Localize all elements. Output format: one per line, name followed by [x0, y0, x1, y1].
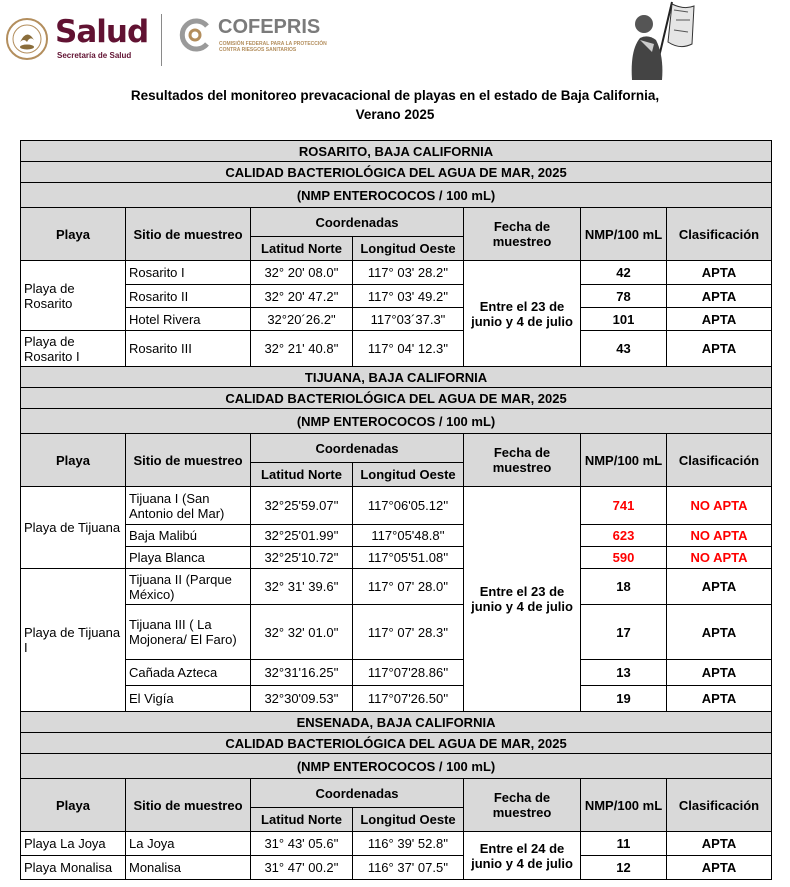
header-latitud: Latitud Norte — [251, 808, 353, 832]
nmp-value-cell: 623 — [581, 525, 667, 547]
longitud-cell: 116° 39' 52.8'' — [353, 832, 464, 856]
clasificacion-cell: APTA — [667, 605, 772, 660]
nmp-value-cell: 590 — [581, 547, 667, 569]
longitud-cell: 117° 03' 28.2'' — [353, 261, 464, 285]
fecha-cell: Entre el 24 de junio y 4 de julio — [464, 832, 581, 880]
header-coordenadas: Coordenadas — [251, 779, 464, 808]
clasificacion-cell: APTA — [667, 686, 772, 712]
page-header — [0, 0, 790, 80]
sitio-cell: Playa Blanca — [126, 547, 251, 569]
header-divider — [161, 14, 162, 66]
longitud-cell: 117°03´37.3" — [353, 308, 464, 331]
latitud-cell: 32°31'16.25'' — [251, 660, 353, 686]
clasificacion-cell: APTA — [667, 832, 772, 856]
header-fecha: Fecha de muestreo — [464, 208, 581, 261]
flag-bearer-illustration-icon — [614, 0, 698, 80]
longitud-cell: 117° 04' 12.3'' — [353, 331, 464, 367]
salud-subtitle: Secretaría de Salud — [57, 51, 132, 60]
latitud-cell: 32° 21' 40.8'' — [251, 331, 353, 367]
header-sitio: Sitio de muestreo — [126, 208, 251, 261]
table-row — [21, 285, 772, 308]
table-row — [21, 605, 772, 660]
table-row — [21, 331, 772, 367]
section-unit-row-cell: (NMP ENTEROCOCOS / 100 mL) — [21, 183, 772, 208]
header-nmp: NMP/100 mL — [581, 208, 667, 261]
clasificacion-cell: APTA — [667, 308, 772, 331]
header-sitio: Sitio de muestreo — [126, 779, 251, 832]
document-title — [0, 86, 790, 124]
longitud-cell: 117°07'28.86'' — [353, 660, 464, 686]
header-playa: Playa — [21, 434, 126, 487]
section-unit-row — [21, 754, 772, 779]
title-line-2: Verano 2025 — [355, 107, 435, 122]
results-table — [20, 140, 772, 880]
section-quality-row — [21, 162, 772, 183]
cofepris-logo-icon — [178, 18, 212, 52]
header-latitud: Latitud Norte — [251, 237, 353, 261]
longitud-cell: 117°06'05.12'' — [353, 487, 464, 525]
section-unit-row — [21, 183, 772, 208]
nmp-value-cell: 19 — [581, 686, 667, 712]
sitio-cell: Tijuana III ( La Mojonera/ El Faro) — [126, 605, 251, 660]
sitio-cell: Tijuana II (Parque México) — [126, 569, 251, 605]
table-row — [21, 547, 772, 569]
nmp-value-cell: 101 — [581, 308, 667, 331]
section-quality-row-cell: CALIDAD BACTERIOLÓGICA DEL AGUA DE MAR, 2025 — [21, 733, 772, 754]
cofepris-subtitle — [219, 41, 327, 53]
sitio-cell: La Joya — [126, 832, 251, 856]
section-unit-row-cell: (NMP ENTEROCOCOS / 100 mL) — [21, 409, 772, 434]
clasificacion-cell: NO APTA — [667, 547, 772, 569]
longitud-cell: 116° 37' 07.5'' — [353, 856, 464, 880]
sitio-cell: Baja Malibú — [126, 525, 251, 547]
longitud-cell: 117° 03' 49.2'' — [353, 285, 464, 308]
sitio-cell: Tijuana I (San Antonio del Mar) — [126, 487, 251, 525]
cofepris-subtitle-line-1: COMISIÓN FEDERAL PARA LA PROTECCIÓN — [219, 41, 327, 47]
header-playa: Playa — [21, 779, 126, 832]
clasificacion-cell: NO APTA — [667, 525, 772, 547]
clasificacion-cell: APTA — [667, 569, 772, 605]
results-table-body — [21, 141, 772, 880]
header-sitio: Sitio de muestreo — [126, 434, 251, 487]
header-nmp: NMP/100 mL — [581, 434, 667, 487]
playa-name-cell: Playa de Tijuana — [21, 487, 126, 569]
table-row — [21, 856, 772, 880]
playa-name-cell: Playa La Joya — [21, 832, 126, 856]
header-longitud: Longitud Oeste — [353, 808, 464, 832]
latitud-cell: 32°25'59.07'' — [251, 487, 353, 525]
mexico-coat-of-arms-icon — [6, 16, 48, 62]
section-region-row-cell: ENSENADA, BAJA CALIFORNIA — [21, 712, 772, 733]
playa-name-cell: Playa de Rosarito I — [21, 331, 126, 367]
header-clasificacion: Clasificación — [667, 208, 772, 261]
latitud-cell: 31° 43' 05.6'' — [251, 832, 353, 856]
playa-name-cell: Playa de Rosarito — [21, 261, 126, 331]
header-clasificacion: Clasificación — [667, 779, 772, 832]
latitud-cell: 32°25'10.72'' — [251, 547, 353, 569]
longitud-cell: 117°05'48.8'' — [353, 525, 464, 547]
table-row — [21, 308, 772, 331]
column-header-row — [21, 434, 772, 463]
header-playa: Playa — [21, 208, 126, 261]
header-longitud: Longitud Oeste — [353, 463, 464, 487]
latitud-cell: 32° 32' 01.0'' — [251, 605, 353, 660]
longitud-cell: 117° 07' 28.0'' — [353, 569, 464, 605]
latitud-cell: 32° 31' 39.6'' — [251, 569, 353, 605]
section-quality-row-cell: CALIDAD BACTERIOLÓGICA DEL AGUA DE MAR, 2025 — [21, 162, 772, 183]
clasificacion-cell: NO APTA — [667, 487, 772, 525]
longitud-cell: 117°07'26.50'' — [353, 686, 464, 712]
section-region-row-cell: ROSARITO, BAJA CALIFORNIA — [21, 141, 772, 162]
table-row — [21, 525, 772, 547]
header-latitud: Latitud Norte — [251, 463, 353, 487]
header-coordenadas: Coordenadas — [251, 434, 464, 463]
latitud-cell: 32°30'09.53'' — [251, 686, 353, 712]
latitud-cell: 32°25'01.99'' — [251, 525, 353, 547]
header-clasificacion: Clasificación — [667, 434, 772, 487]
header-nmp: NMP/100 mL — [581, 779, 667, 832]
section-region-row — [21, 712, 772, 733]
table-row — [21, 261, 772, 285]
header-fecha: Fecha de muestreo — [464, 779, 581, 832]
header-fecha: Fecha de muestreo — [464, 434, 581, 487]
header-longitud: Longitud Oeste — [353, 237, 464, 261]
clasificacion-cell: APTA — [667, 285, 772, 308]
fecha-cell: Entre el 23 de junio y 4 de julio — [464, 487, 581, 712]
section-quality-row — [21, 388, 772, 409]
clasificacion-cell: APTA — [667, 856, 772, 880]
section-region-row — [21, 141, 772, 162]
sitio-cell: Rosarito II — [126, 285, 251, 308]
nmp-value-cell: 12 — [581, 856, 667, 880]
nmp-value-cell: 13 — [581, 660, 667, 686]
nmp-value-cell: 18 — [581, 569, 667, 605]
table-row — [21, 487, 772, 525]
playa-name-cell: Playa Monalisa — [21, 856, 126, 880]
clasificacion-cell: APTA — [667, 660, 772, 686]
table-row — [21, 686, 772, 712]
sitio-cell: El Vigía — [126, 686, 251, 712]
sitio-cell: Monalisa — [126, 856, 251, 880]
section-unit-row-cell: (NMP ENTEROCOCOS / 100 mL) — [21, 754, 772, 779]
nmp-value-cell: 741 — [581, 487, 667, 525]
latitud-cell: 31° 47' 00.2'' — [251, 856, 353, 880]
column-header-row — [21, 208, 772, 237]
latitud-cell: 32° 20' 47.2'' — [251, 285, 353, 308]
nmp-value-cell: 42 — [581, 261, 667, 285]
clasificacion-cell: APTA — [667, 261, 772, 285]
longitud-cell: 117°05'51.08'' — [353, 547, 464, 569]
header-coordenadas: Coordenadas — [251, 208, 464, 237]
nmp-value-cell: 43 — [581, 331, 667, 367]
clasificacion-cell: APTA — [667, 331, 772, 367]
cofepris-wordmark: COFEPRIS — [218, 16, 321, 38]
section-quality-row — [21, 733, 772, 754]
section-region-row — [21, 367, 772, 388]
salud-wordmark: Salud — [55, 14, 149, 50]
table-row — [21, 660, 772, 686]
title-line-1: Resultados del monitoreo prevacacional de playas en el estado de Baja California, — [130, 88, 660, 103]
nmp-value-cell: 11 — [581, 832, 667, 856]
latitud-cell: 32° 20' 08.0'' — [251, 261, 353, 285]
section-unit-row — [21, 409, 772, 434]
table-row — [21, 569, 772, 605]
fecha-cell: Entre el 23 de junio y 4 de julio — [464, 261, 581, 367]
sitio-cell: Hotel Rivera — [126, 308, 251, 331]
nmp-value-cell: 78 — [581, 285, 667, 308]
section-region-row-cell: TIJUANA, BAJA CALIFORNIA — [21, 367, 772, 388]
cofepris-subtitle-line-2: CONTRA RIESGOS SANITARIOS — [219, 47, 297, 53]
sitio-cell: Cañada Azteca — [126, 660, 251, 686]
nmp-value-cell: 17 — [581, 605, 667, 660]
table-row — [21, 832, 772, 856]
sitio-cell: Rosarito III — [126, 331, 251, 367]
longitud-cell: 117° 07' 28.3'' — [353, 605, 464, 660]
sitio-cell: Rosarito I — [126, 261, 251, 285]
section-quality-row-cell: CALIDAD BACTERIOLÓGICA DEL AGUA DE MAR, 2025 — [21, 388, 772, 409]
column-header-row — [21, 779, 772, 808]
playa-name-cell: Playa de Tijuana I — [21, 569, 126, 712]
latitud-cell: 32°20´26.2" — [251, 308, 353, 331]
